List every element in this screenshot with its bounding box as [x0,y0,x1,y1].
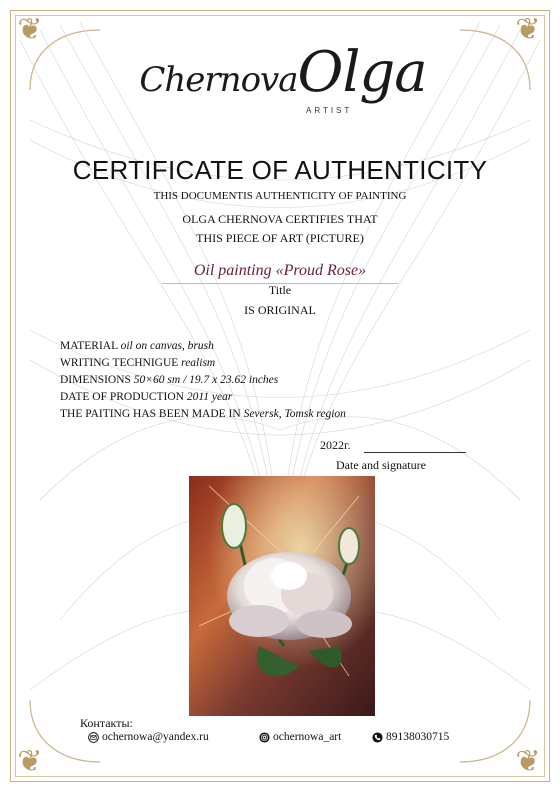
instagram-text[interactable]: ochernowa_art [273,731,342,743]
material-row [60,338,346,355]
contacts-label: Контакты: [80,716,133,730]
email-text[interactable]: ochernowa@yandex.ru [102,731,209,743]
signature-line [364,452,466,453]
date-label: DATE OF PRODUCTION [60,391,184,403]
signature-year: 2022г. [320,438,351,452]
certificate-heading: CERTIFICATE OF AUTHENTICITY [72,155,488,185]
mail-icon [88,732,99,743]
place-label: THE PAITING HAS BEEN MADE IN [60,408,241,420]
corner-ornament-bottom-right: ❦ [515,745,541,778]
artist-logo [138,36,428,122]
dimensions-label: DIMENSIONS [60,374,131,386]
dimensions-row [60,372,346,389]
corner-ornament-top-left: ❦ [17,13,43,46]
date-row [60,389,346,406]
corner-ornament-top-right: ❦ [515,13,541,46]
phone-icon [372,732,383,743]
logo-script [138,40,428,105]
logo-surname: Chernova [139,60,298,100]
certifies-line-2: THIS PIECE OF ART (PICTURE) [196,231,364,245]
original-statement: IS ORIGINAL [244,303,316,317]
signature-caption: Date and signature [336,458,426,472]
contact-email[interactable] [88,731,209,743]
logo-firstname: Olga [297,40,427,105]
material-label: MATERIAL [60,340,118,352]
technique-label: WRITING TECHNIGUE [60,357,179,369]
instagram-icon [259,732,270,743]
certifies-line-1: OLGA CHERNOVA CERTIFIES THAT [182,212,378,226]
contact-instagram[interactable] [259,731,341,743]
date-value: 2011 year [186,391,233,403]
artwork-details [60,338,346,423]
title-caption: Title [268,283,292,297]
dimensions-value: 50×60 sm / 19.7 x 23.62 inches [133,374,279,386]
place-value: Seversk, Tomsk region [243,408,346,420]
technique-row [60,355,346,372]
corner-ornament-bottom-left: ❦ [17,745,43,778]
certificate-subheading: THIS DOCUMENTIS AUTHENTICITY OF PAINTING [153,190,407,202]
contact-phone[interactable] [372,731,449,743]
logo-subtitle: ARTIST [306,106,353,115]
painting-image [189,476,375,716]
phone-text[interactable]: 89138030715 [386,731,450,743]
artwork-title: Oil painting «Proud Rose» [193,262,367,279]
material-value: oil on canvas, brush [120,340,214,352]
place-row [60,406,346,423]
technique-value: realism [181,357,216,369]
